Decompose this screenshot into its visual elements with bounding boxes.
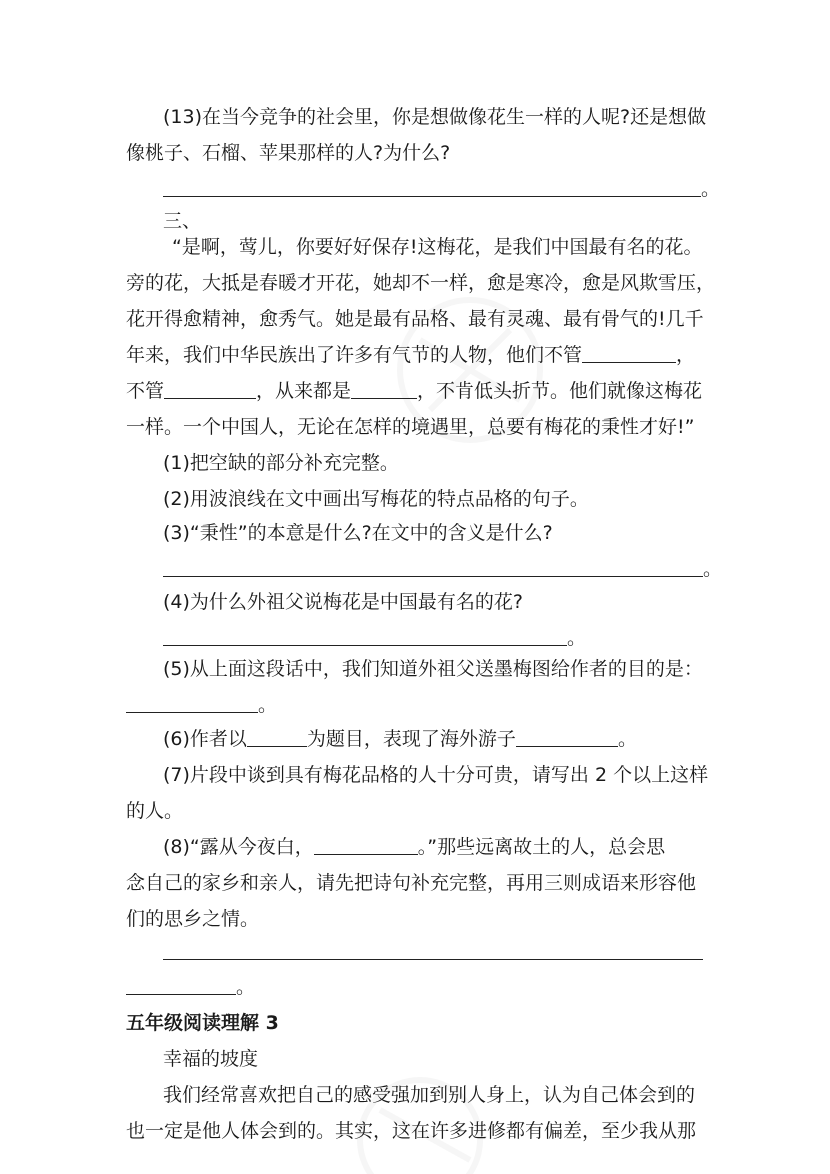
passage-line4: [126, 338, 726, 372]
question-8-line3: 们的思乡之情。: [126, 908, 260, 930]
q6-a: (6)作者以: [163, 728, 247, 750]
passage-line2: 旁的花，大抵是春暖才开花，她却不一样，愈是寒冷，愈是风欺雪压，: [126, 272, 716, 294]
q8-b: 。”那些远离故土的人，总会思: [417, 836, 666, 858]
q5-end: 。: [258, 694, 278, 716]
answer-blank[interactable]: [126, 688, 258, 713]
blank-3[interactable]: [351, 374, 417, 399]
question-5: (5)从上面这段话中，我们知道外祖父送墨梅图给作者的目的是：: [163, 658, 703, 680]
question-6: [163, 722, 763, 756]
answer-blank[interactable]: [126, 970, 236, 995]
q3-answer-line: [163, 552, 763, 586]
article-line2: 也一定是他人体会到的。其实，这在许多进修都有偏差，至少我从那: [126, 1120, 697, 1142]
answer-blank[interactable]: [163, 935, 703, 960]
question-1: (1)把空缺的部分补充完整。: [163, 452, 399, 474]
question-2: (2)用波浪线在文中画出写梅花的特点品格的句子。: [163, 488, 589, 510]
section-heading: 五年级阅读理解 3: [126, 1012, 279, 1034]
question-8-line2: 念自己的家乡和亲人，请先把诗句补充完整，再用三则成语来形容他: [126, 872, 697, 894]
comma: ，: [676, 344, 696, 366]
q8-end: 。: [236, 976, 256, 998]
passage-line4-text: 年来，我们中华民族出了许多有气节的人物，他们不管: [126, 344, 583, 366]
q5-answer-line: [126, 688, 726, 722]
question-7-line1: (7)片段中谈到具有梅花品格的人十分可贵，请写出 2 个以上这样: [163, 764, 709, 786]
blank-poem[interactable]: [314, 830, 418, 855]
q6-b: 为题目，表现了海外游子: [306, 728, 516, 750]
answer-blank[interactable]: [163, 552, 703, 577]
q13-line2: 像桃子、石榴、苹果那样的人?为什么?: [126, 142, 451, 164]
passage-line1: “是啊，莺儿，你要好好保存!这梅花，是我们中国最有名的花。: [172, 236, 703, 258]
article-title: 幸福的坡度: [163, 1048, 259, 1070]
q3-end: 。: [703, 558, 723, 580]
q13-end: 。: [701, 178, 721, 200]
blank-title[interactable]: [247, 722, 307, 747]
passage-line6: 一样。一个中国人，无论在怎样的境遇里，总要有梅花的秉性才好!”: [126, 416, 695, 438]
q6-end: 。: [617, 728, 637, 750]
article-line1: 我们经常喜欢把自己的感受强加到别人身上，认为自己体会到的: [163, 1084, 696, 1106]
passage-line3: 花开得愈精神，愈秀气。她是最有品格、最有灵魂、最有骨气的!几千: [126, 308, 704, 330]
question-3: (3)“秉性”的本意是什么?在文中的含义是什么?: [163, 522, 553, 544]
blank-2[interactable]: [164, 374, 256, 399]
q4-answer-line: [163, 621, 763, 655]
answer-blank[interactable]: [163, 621, 567, 646]
question-8-line1: [163, 830, 763, 864]
passage-line5-c: ，不肯低头折节。他们就像这梅花: [417, 380, 703, 402]
question-4: (4)为什么外祖父说梅花是中国最有名的花?: [163, 591, 523, 613]
q4-end: 。: [567, 627, 587, 649]
section-label: 三、: [163, 210, 202, 232]
q8-a: (8)“露从今夜白，: [163, 836, 314, 858]
q13-answer-line: [163, 172, 763, 206]
answer-blank[interactable]: [163, 172, 701, 197]
q13-line1: (13)在当今竞争的社会里，你是想做像花生一样的人呢?还是想做: [163, 106, 707, 128]
question-7-line2: 的人。: [126, 800, 184, 822]
blank-feeling[interactable]: [516, 722, 618, 747]
q8-answer-line1: [163, 935, 763, 969]
passage-line5-b: ，从来都是: [256, 380, 352, 402]
blank-1[interactable]: [582, 338, 676, 363]
passage-line5: [126, 374, 726, 408]
q8-answer-line2: [126, 970, 726, 1004]
passage-line5-a: 不管: [126, 380, 165, 402]
